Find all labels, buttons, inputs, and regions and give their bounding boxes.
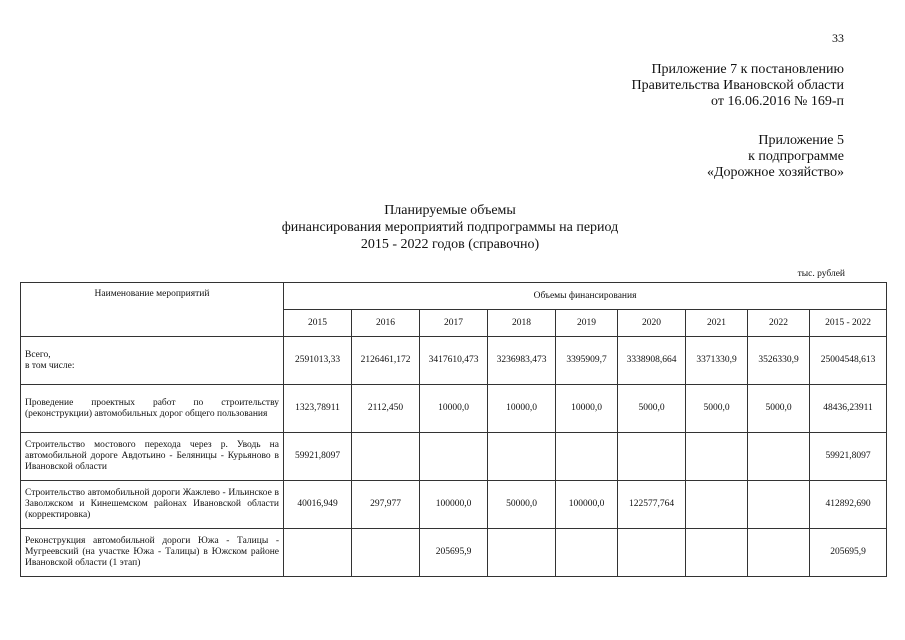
- cell-value: 205695,9: [420, 529, 488, 577]
- year-header: 2021: [686, 310, 748, 337]
- row-name: Строительство автомобильной дороги Жажлево - Ильинское в Заволжском и Кинешемском районах Ивановской области (корректировка): [21, 481, 284, 529]
- appendix-7-line-3: от 16.06.2016 № 169-п: [711, 94, 844, 109]
- cell-value: 3338908,664: [618, 337, 686, 385]
- cell-value: 2591013,33: [284, 337, 352, 385]
- col-name-header: Наименование мероприятий: [21, 283, 284, 337]
- cell-value: 5000,0: [748, 385, 810, 433]
- cell-value: 3236983,473: [488, 337, 556, 385]
- units-label: тыс. рублей: [797, 269, 845, 279]
- cell-value: 10000,0: [420, 385, 488, 433]
- cell-value: [686, 481, 748, 529]
- cell-value: 297,977: [352, 481, 420, 529]
- cell-value: 5000,0: [618, 385, 686, 433]
- table-row: [21, 337, 887, 385]
- cell-value: [748, 481, 810, 529]
- cell-value: 2126461,172: [352, 337, 420, 385]
- cell-value: 100000,0: [556, 481, 618, 529]
- year-header: 2022: [748, 310, 810, 337]
- appendix-5-header: [707, 133, 844, 181]
- cell-value: 50000,0: [488, 481, 556, 529]
- year-header: 2019: [556, 310, 618, 337]
- cell-value: 3395909,7: [556, 337, 618, 385]
- row-name: Всего, в том числе:: [21, 337, 284, 385]
- col-group-header: Объемы финансирования: [284, 283, 887, 310]
- row-name: Проведение проектных работ по строительству (реконструкции) автомобильных дорог общего пользования: [21, 385, 284, 433]
- year-header: 2018: [488, 310, 556, 337]
- cell-value: 5000,0: [686, 385, 748, 433]
- appendix-5-line-1: Приложение 5: [758, 133, 844, 148]
- cell-value: [686, 529, 748, 577]
- title-line-3: 2015 - 2022 годов (справочно): [360, 237, 540, 252]
- cell-value: [488, 529, 556, 577]
- title-line-2: финансирования мероприятий подпрограммы на период: [281, 220, 619, 235]
- cell-value: [284, 529, 352, 577]
- row-name: Реконструкция автомобильной дороги Южа - Талицы - Мугреевский (на участке Южа - Талицы) в Южском районе Ивановской области (1 этап): [21, 529, 284, 577]
- table-row: [21, 529, 887, 577]
- table-row: [21, 433, 887, 481]
- cell-value: 10000,0: [556, 385, 618, 433]
- year-header: 2015: [284, 310, 352, 337]
- cell-value: 100000,0: [420, 481, 488, 529]
- table-row: [21, 481, 887, 529]
- document-title: [200, 202, 700, 253]
- financing-table: [20, 282, 887, 577]
- cell-value: 205695,9: [810, 529, 887, 577]
- cell-value: 3417610,473: [420, 337, 488, 385]
- table-header-row: [21, 283, 887, 310]
- cell-value: 48436,23911: [810, 385, 887, 433]
- cell-value: 59921,8097: [810, 433, 887, 481]
- cell-value: [618, 529, 686, 577]
- page-number: 33: [832, 31, 844, 45]
- table-row: [21, 385, 887, 433]
- appendix-7-line-2: Правительства Ивановской области: [631, 78, 844, 93]
- cell-value: 40016,949: [284, 481, 352, 529]
- cell-value: 122577,764: [618, 481, 686, 529]
- appendix-7-header: [632, 62, 844, 110]
- cell-value: [748, 529, 810, 577]
- cell-value: 10000,0: [488, 385, 556, 433]
- cell-value: [488, 433, 556, 481]
- cell-value: 412892,690: [810, 481, 887, 529]
- cell-value: [686, 433, 748, 481]
- cell-value: [352, 529, 420, 577]
- cell-value: [618, 433, 686, 481]
- cell-value: 2112,450: [352, 385, 420, 433]
- appendix-7-line-1: Приложение 7 к постановлению: [651, 62, 844, 77]
- title-line-1: Планируемые объемы: [384, 203, 516, 218]
- year-header: 2015 - 2022: [810, 310, 887, 337]
- cell-value: 59921,8097: [284, 433, 352, 481]
- cell-value: [556, 433, 618, 481]
- appendix-5-line-2: к подпрограмме: [748, 149, 844, 164]
- cell-value: 25004548,613: [810, 337, 887, 385]
- cell-value: [556, 529, 618, 577]
- cell-value: [420, 433, 488, 481]
- year-header: 2016: [352, 310, 420, 337]
- appendix-5-line-3: «Дорожное хозяйство»: [706, 165, 844, 180]
- year-header: 2020: [618, 310, 686, 337]
- cell-value: 3526330,9: [748, 337, 810, 385]
- row-name: Строительство мостового перехода через р. Уводь на автомобильной дороге Авдотьино - Беляницы - Курьяново в Ивановской области: [21, 433, 284, 481]
- cell-value: 1323,78911: [284, 385, 352, 433]
- year-header: 2017: [420, 310, 488, 337]
- cell-value: [748, 433, 810, 481]
- cell-value: 3371330,9: [686, 337, 748, 385]
- cell-value: [352, 433, 420, 481]
